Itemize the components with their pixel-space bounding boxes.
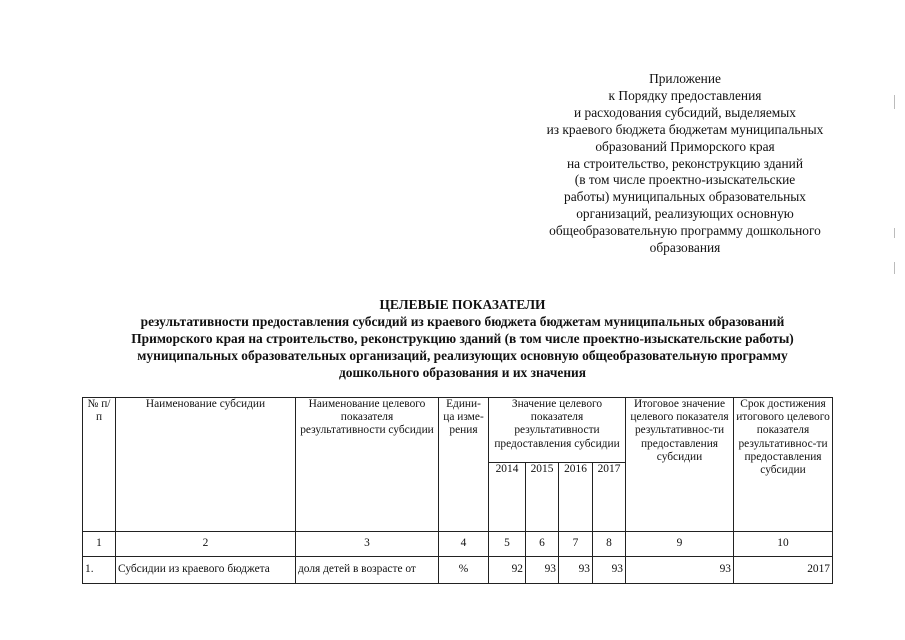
cell-deadline: 2017 — [734, 557, 833, 584]
appendix-line: общеобразовательную программу дошкольного — [549, 223, 821, 239]
scan-artifact — [894, 228, 895, 238]
column-number: 10 — [734, 532, 833, 557]
cell-indicator: доля детей в возрасте от — [296, 557, 439, 584]
cell-value-2015: 93 — [526, 557, 559, 584]
column-number: 1 — [83, 532, 116, 557]
appendix-line: работы) муниципальных образовательных — [564, 189, 806, 205]
column-number: 5 — [489, 532, 526, 557]
column-number: 8 — [593, 532, 626, 557]
column-number-row — [83, 532, 833, 557]
column-number: 6 — [526, 532, 559, 557]
cell-value-2016: 93 — [559, 557, 593, 584]
heading-subtitle-line: результативности предоставления субсидий из краевого бюджета бюджетам муниципальных образований — [140, 314, 785, 329]
heading-subtitle-line: муниципальных образовательных организаций, реализующих основную общеобразовательную программу — [137, 348, 788, 363]
header-year: 2014 — [489, 463, 526, 532]
column-number: 3 — [296, 532, 439, 557]
cell-subsidy: Субсидии из краевого бюджета — [116, 557, 296, 584]
appendix-line: из краевого бюджета бюджетам муниципальных — [546, 121, 824, 137]
column-number: 7 — [559, 532, 593, 557]
appendix-line: образований Приморского края — [595, 138, 775, 154]
appendix-line: образования — [649, 240, 721, 256]
header-row — [83, 398, 833, 463]
header-year: 2016 — [559, 463, 593, 532]
cell-num: 1. — [83, 557, 116, 584]
header-final-value: Итоговое значение целевого показателя результативнос-ти предоставления субсидии — [626, 398, 734, 532]
indicators-table — [82, 397, 833, 584]
heading-subtitle-line: дошкольного образования и их значения — [338, 365, 587, 380]
appendix-line: на строительство, реконструкцию зданий — [567, 155, 803, 171]
header-indicator-name: Наименование целевого показателя результативности субсидии — [296, 398, 439, 532]
header-subsidy-name: Наименование субсидии — [116, 398, 296, 532]
header-year: 2015 — [526, 463, 559, 532]
header-unit: Едини-ца изме-рения — [439, 398, 489, 532]
header-deadline: Срок достижения итогового целевого показателя результативнос-ти предоставления субсидии — [734, 398, 833, 532]
appendix-line: и расходования субсидий, выделяемых — [574, 104, 796, 120]
table-row — [83, 557, 833, 584]
header-target-value: Значение целевого показателя результативности предоставления субсидии — [489, 398, 626, 463]
column-number: 2 — [116, 532, 296, 557]
heading-subtitle-line: Приморского края на строительство, реконструкцию зданий (в том числе проектно-изыскательские работы) — [131, 331, 794, 346]
cell-final-value: 93 — [626, 557, 734, 584]
appendix-line: (в том числе проектно-изыскательские — [574, 172, 796, 188]
header-year: 2017 — [593, 463, 626, 532]
cell-value-2014: 92 — [489, 557, 526, 584]
document-heading — [40, 296, 885, 381]
scan-artifact — [894, 95, 895, 109]
header-num: № п/п — [83, 398, 116, 532]
appendix-line: к Порядку предоставления — [608, 87, 762, 103]
appendix-block — [520, 71, 850, 257]
appendix-line: организаций, реализующих основную — [576, 206, 794, 222]
cell-value-2017: 93 — [593, 557, 626, 584]
column-number: 9 — [626, 532, 734, 557]
cell-unit: % — [439, 557, 489, 584]
scan-artifact — [894, 262, 895, 274]
column-number: 4 — [439, 532, 489, 557]
appendix-line: Приложение — [649, 71, 721, 86]
heading-title: ЦЕЛЕВЫЕ ПОКАЗАТЕЛИ — [379, 297, 546, 312]
